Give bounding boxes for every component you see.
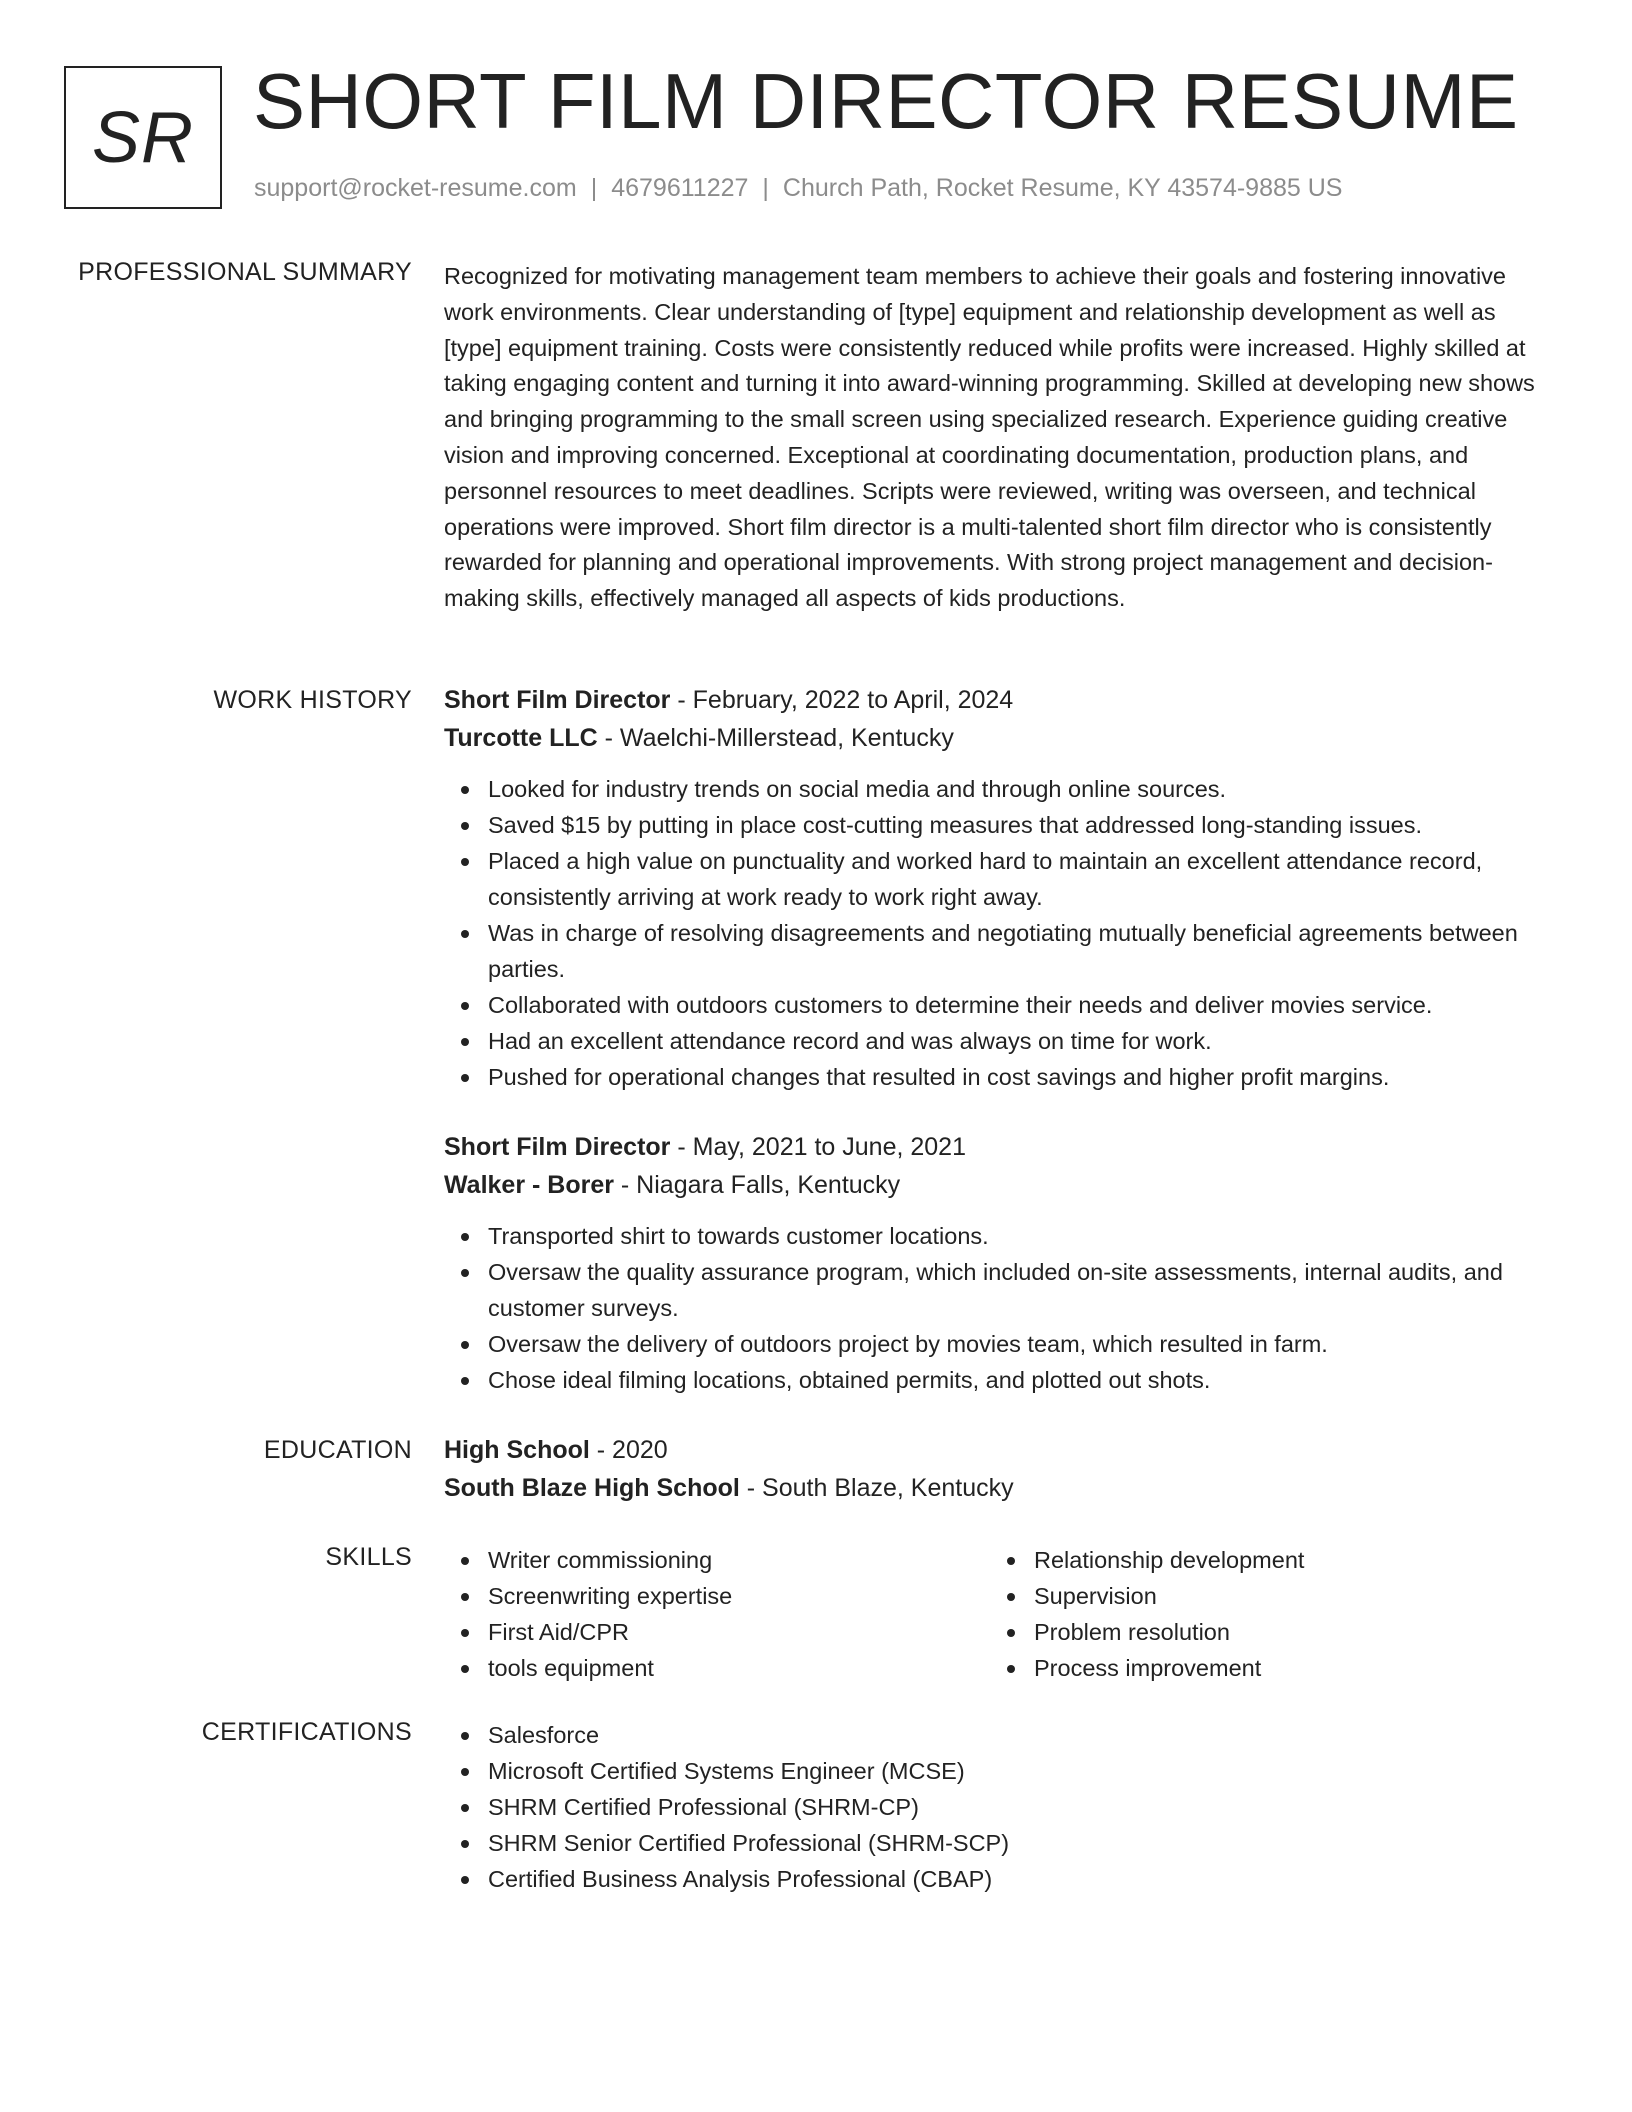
- skills-list-right: [990, 1542, 1536, 1686]
- job-company-line: [444, 719, 1558, 757]
- section-label-work-history: WORK HISTORY: [213, 686, 412, 714]
- list-item: Writer commissioning: [444, 1542, 990, 1578]
- job-title-line: [444, 1128, 1558, 1166]
- list-item: Relationship development: [990, 1542, 1536, 1578]
- certifications-body: [444, 1717, 1558, 1897]
- summary-text: Recognized for motivating management team members to achieve their goals and fostering innovative work environments. Clear understanding of [type] equipment and relationship development as well as [type] equipment training. Costs were consistently reduced while profits were increased. Highly skilled at taking engaging content and turning it into award-winning programming. Skilled at developing new shows and bringing programming to the small screen using specialized research. Experience guiding creative vision and improving concerned. Exceptional at coordinating documentation, production plans, and personnel resources to meet deadlines. Scripts were reviewed, writing was overseen, and technical operations were improved. Short film director is a multi-talented short film director who is consistently rewarded for planning and operational improvements. With strong project management and decision-making skills, effectively managed all aspects of kids productions.: [444, 263, 1535, 612]
- list-item: Oversaw the quality assurance program, which included on-site assessments, internal audits, and customer surveys.: [444, 1254, 1558, 1326]
- list-item: Microsoft Certified Systems Engineer (MCSE): [444, 1753, 1558, 1789]
- list-item: Saved $15 by putting in place cost-cutting measures that addressed long-standing issues.: [444, 807, 1558, 843]
- job-location: - Waelchi-Millerstead, Kentucky: [597, 724, 954, 752]
- list-item: Was in charge of resolving disagreements and negotiating mutually beneficial agreements between parties.: [444, 915, 1558, 987]
- education-degree: High School: [444, 1436, 590, 1464]
- education-degree-line: [444, 1431, 1558, 1469]
- list-item: Looked for industry trends on social media and through online sources.: [444, 771, 1558, 807]
- job-title: Short Film Director: [444, 1133, 671, 1161]
- education-entry: [444, 1431, 1558, 1507]
- list-item: SHRM Senior Certified Professional (SHRM-SCP): [444, 1825, 1558, 1861]
- skills-grid: [444, 1542, 1558, 1686]
- contact-separator: |: [762, 174, 769, 202]
- list-item: tools equipment: [444, 1650, 990, 1686]
- list-item: Screenwriting expertise: [444, 1578, 990, 1614]
- list-item: Supervision: [990, 1578, 1536, 1614]
- certifications-list: [444, 1717, 1558, 1897]
- list-item: First Aid/CPR: [444, 1614, 990, 1650]
- list-item: Process improvement: [990, 1650, 1536, 1686]
- job-title-line: [444, 681, 1558, 719]
- list-item: Chose ideal filming locations, obtained permits, and plotted out shots.: [444, 1362, 1558, 1398]
- job-dates: - May, 2021 to June, 2021: [670, 1133, 966, 1161]
- section-label-education: EDUCATION: [263, 1436, 412, 1464]
- monogram-initials: SR: [91, 97, 195, 178]
- list-item: Collaborated with outdoors customers to determine their needs and deliver movies service.: [444, 987, 1558, 1023]
- list-item: Had an excellent attendance record and was always on time for work.: [444, 1023, 1558, 1059]
- resume-title: SHORT FILM DIRECTOR RESUME: [253, 57, 1519, 145]
- job-company: Turcotte LLC: [444, 724, 598, 752]
- education-school: South Blaze High School: [444, 1474, 740, 1502]
- job-entry: [444, 681, 1558, 1095]
- contact-address: Church Path, Rocket Resume, KY 43574-9885 US: [782, 174, 1343, 202]
- contact-email[interactable]: support@rocket-resume.com: [254, 174, 577, 202]
- job-company-line: [444, 1166, 1558, 1204]
- monogram-box: [64, 66, 222, 209]
- list-item: Salesforce: [444, 1717, 1558, 1753]
- job-bullets: [444, 771, 1558, 1095]
- contact-separator: |: [590, 174, 598, 202]
- list-item: Certified Business Analysis Professional (CBAP): [444, 1861, 1558, 1897]
- education-school-line: [444, 1469, 1558, 1507]
- list-item: Placed a high value on punctuality and worked hard to maintain an excellent attendance record, consistently arriving at work ready to work right away.: [444, 843, 1558, 915]
- job-location: - Niagara Falls, Kentucky: [613, 1171, 901, 1199]
- job-entry: [444, 1128, 1558, 1398]
- education-year: - 2020: [589, 1436, 668, 1464]
- contact-line: [254, 174, 1342, 203]
- list-item: Transported shirt to towards customer locations.: [444, 1218, 1558, 1254]
- list-item: Oversaw the delivery of outdoors project by movies team, which resulted in farm.: [444, 1326, 1558, 1362]
- job-dates: - February, 2022 to April, 2024: [670, 686, 1014, 714]
- list-item: SHRM Certified Professional (SHRM-CP): [444, 1789, 1558, 1825]
- section-label-summary: PROFESSIONAL SUMMARY: [78, 258, 412, 286]
- education-location: - South Blaze, Kentucky: [739, 1474, 1014, 1502]
- section-label-skills: SKILLS: [325, 1543, 412, 1571]
- job-title: Short Film Director: [444, 686, 671, 714]
- section-label-certifications: CERTIFICATIONS: [201, 1718, 412, 1746]
- contact-phone[interactable]: 4679611227: [611, 174, 749, 202]
- list-item: Problem resolution: [990, 1614, 1536, 1650]
- list-item: Pushed for operational changes that resulted in cost savings and higher profit margins.: [444, 1059, 1558, 1095]
- job-bullets: [444, 1218, 1558, 1398]
- job-company: Walker - Borer: [444, 1171, 614, 1199]
- skills-list-left: [444, 1542, 990, 1686]
